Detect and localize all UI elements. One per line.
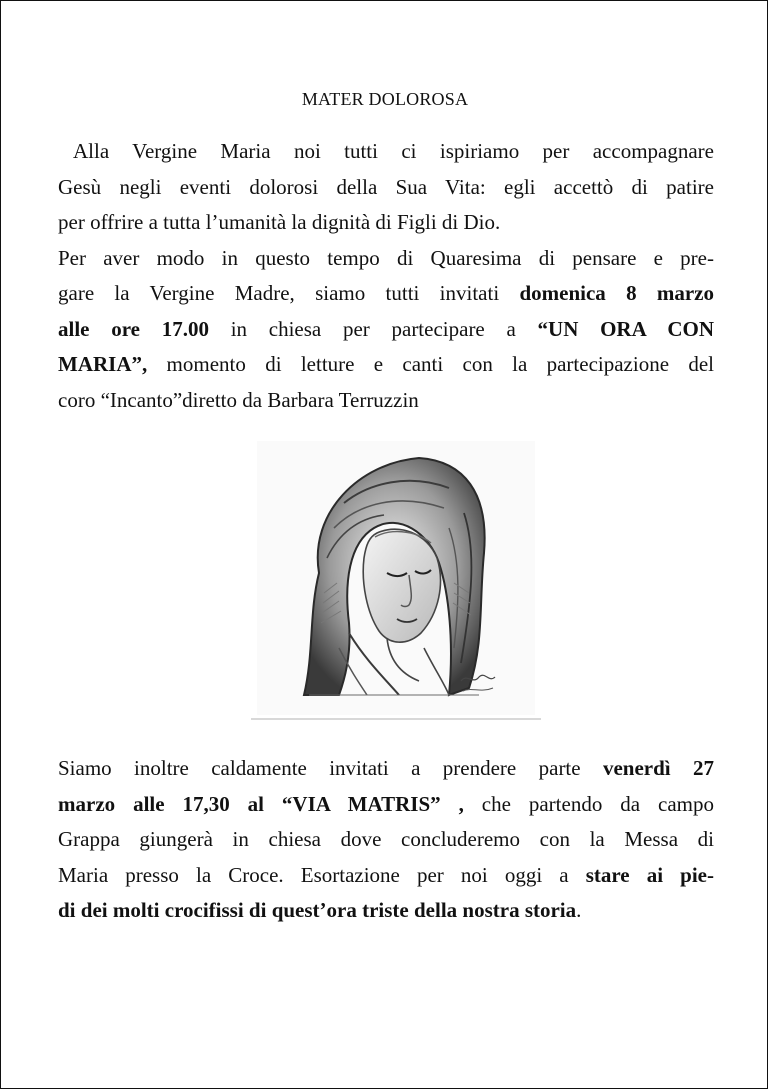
text-run: in chiesa per partecipare a bbox=[208, 316, 538, 341]
text-run: Siamo inoltre caldamente invitati a prendere parte bbox=[58, 756, 603, 780]
text-run: momento di letture e canti con la partecipazione del bbox=[147, 352, 714, 376]
exhortation-bold: di dei molti crocifissi di quest’ora triste della nostra storia bbox=[58, 898, 577, 922]
exhortation-bold: stare ai pie- bbox=[585, 862, 714, 887]
event-name-bold: “UN ORA CON bbox=[537, 316, 714, 341]
paragraph-line: Alla Vergine Maria noi tutti ci ispiriamo per accompagnare bbox=[73, 139, 714, 163]
event-name-bold: MARIA”, bbox=[58, 352, 148, 376]
event-time-bold: alle ore 17.00 bbox=[58, 316, 209, 341]
event-date-bold: domenica 8 marzo bbox=[519, 281, 715, 305]
paragraph-line bbox=[58, 347, 714, 383]
paragraph-line bbox=[58, 858, 714, 894]
text-run: gare la Vergine Madre, siamo tutti invitati bbox=[58, 281, 520, 305]
page-title: MATER DOLOROSA bbox=[301, 89, 469, 109]
paragraph-line bbox=[58, 787, 714, 823]
madonna-drawing-icon bbox=[249, 433, 543, 723]
event-date-bold: venerdì 27 bbox=[602, 756, 715, 780]
paragraph-line bbox=[58, 312, 714, 348]
paragraph-line bbox=[58, 893, 714, 929]
paragraph-line: per offrire a tutta l’umanità la dignità di Figli di Dio. bbox=[58, 210, 501, 234]
paragraph-line bbox=[58, 751, 714, 787]
paragraph-line: Per aver modo in questo tempo di Quaresima di pensare e pre- bbox=[58, 245, 714, 270]
text-run: Maria presso la Croce. Esortazione per noi oggi a bbox=[58, 862, 586, 887]
text-run: . bbox=[576, 898, 582, 922]
paragraph-line: Gesù negli eventi dolorosi della Sua Vita: egli accettò di patire bbox=[58, 174, 714, 199]
body-text-top bbox=[58, 134, 714, 418]
body-text-bottom bbox=[58, 751, 714, 929]
event-time-bold: marzo alle 17,30 al “VIA MATRIS” , bbox=[58, 791, 464, 816]
text-run: che partendo da campo bbox=[463, 791, 714, 816]
paragraph-line bbox=[58, 276, 714, 312]
paragraph-line: coro “Incanto”diretto da Barbara Terruzzin bbox=[58, 387, 419, 412]
paragraph-line: Grappa giungerà in chiesa dove concluderemo con la Messa di bbox=[58, 827, 714, 851]
